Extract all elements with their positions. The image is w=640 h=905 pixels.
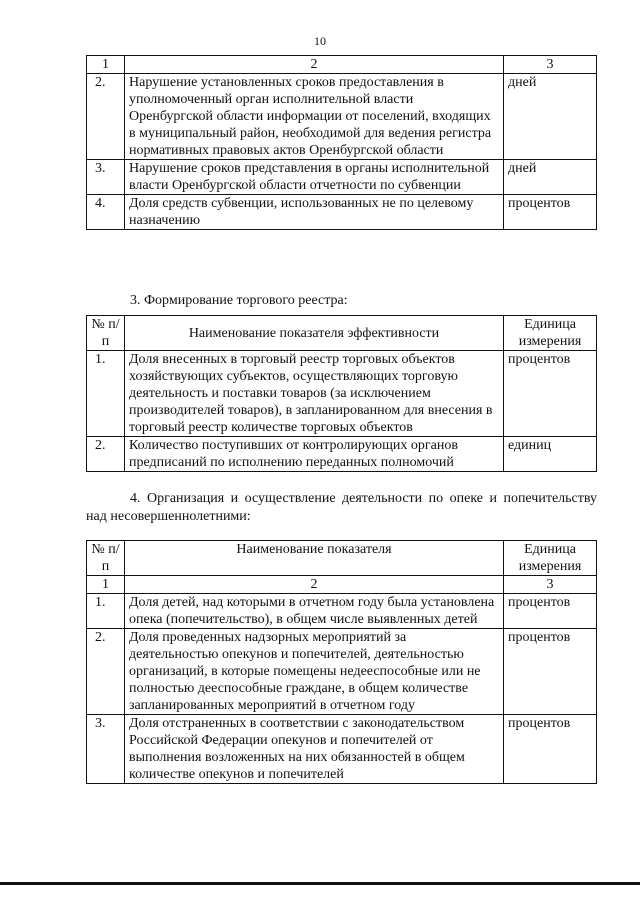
indicator-name: Доля проведенных надзорных мероприятий за деятельностью опекунов и попечителей, деятельностью организаций, в которые помещены недееспособные или не полностью дееспособные граждане, в общем количестве запланированных мероприятий в отчетном году [125, 629, 504, 715]
col-unit-header: Единица измерения [504, 316, 597, 351]
table-row [87, 195, 597, 230]
table-index-row [87, 56, 597, 74]
section-3-heading: 3. Формирование торгового реестра: [130, 293, 348, 308]
table-header-row [87, 316, 597, 351]
unit: процентов [504, 594, 597, 629]
indicator-name: Нарушение установленных сроков предоставления в уполномоченный орган исполнительной власти Оренбургской области информации от поселений, входящих в муниципальный район, необходимой для ведения регистра нормативных правовых актов Оренбургской области [125, 74, 504, 160]
unit: процентов [504, 351, 597, 437]
row-number: 2. [87, 629, 125, 715]
guardianship-table [86, 540, 597, 784]
table-index-row [87, 576, 597, 594]
unit: дней [504, 74, 597, 160]
indicator-name: Нарушение сроков представления в органы исполнительной власти Оренбургской области отчетности по субвенции [125, 160, 504, 195]
table-header-row [87, 541, 597, 576]
table-row [87, 437, 597, 472]
col-unit-header: Единица измерения [504, 541, 597, 576]
table-row [87, 74, 597, 160]
index-cell: 2 [125, 576, 504, 594]
unit: единиц [504, 437, 597, 472]
col-name-header: Наименование показателя [125, 541, 504, 576]
col-num-header: № п/п [87, 541, 125, 576]
indicator-name: Доля внесенных в торговый реестр торговых объектов хозяйствующих субъектов, осуществляющих торговую деятельность и поставки товаров (за исключением производителей товаров), в запланированном для внесения в торговый реестр количестве торговых объектов [125, 351, 504, 437]
indicator-name: Количество поступивших от контролирующих органов предписаний по исполнению переданных полномочий [125, 437, 504, 472]
table-continuation [86, 55, 597, 230]
index-cell: 3 [504, 576, 597, 594]
index-cell: 1 [87, 576, 125, 594]
row-number: 2. [87, 74, 125, 160]
bottom-rule [0, 882, 640, 885]
indicator-name: Доля детей, над которыми в отчетном году была установлена опека (попечительство), в общем числе выявленных детей [125, 594, 504, 629]
trade-register-table [86, 315, 597, 472]
table-row [87, 629, 597, 715]
unit: дней [504, 160, 597, 195]
row-number: 3. [87, 160, 125, 195]
row-number: 2. [87, 437, 125, 472]
indicator-name: Доля средств субвенции, использованных не по целевому назначению [125, 195, 504, 230]
row-number: 4. [87, 195, 125, 230]
row-number: 3. [87, 715, 125, 784]
table-row [87, 594, 597, 629]
unit: процентов [504, 629, 597, 715]
col-name-header: Наименование показателя эффективности [125, 316, 504, 351]
row-number: 1. [87, 351, 125, 437]
page-number: 10 [314, 34, 326, 48]
table-row [87, 715, 597, 784]
col-num-header: № п/п [87, 316, 125, 351]
table-row [87, 351, 597, 437]
section-4-heading: 4. Организация и осуществление деятельности по опеке и попечительству над несовершеннолетними: [86, 491, 597, 524]
row-number: 1. [87, 594, 125, 629]
index-cell: 1 [87, 56, 125, 74]
indicator-name: Доля отстраненных в соответствии с законодательством Российской Федерации опекунов и попечителей от выполнения возложенных на них обязанностей в общем количестве опекунов и попечителей [125, 715, 504, 784]
table-row [87, 160, 597, 195]
unit: процентов [504, 715, 597, 784]
unit: процентов [504, 195, 597, 230]
index-cell: 3 [504, 56, 597, 74]
index-cell: 2 [125, 56, 504, 74]
